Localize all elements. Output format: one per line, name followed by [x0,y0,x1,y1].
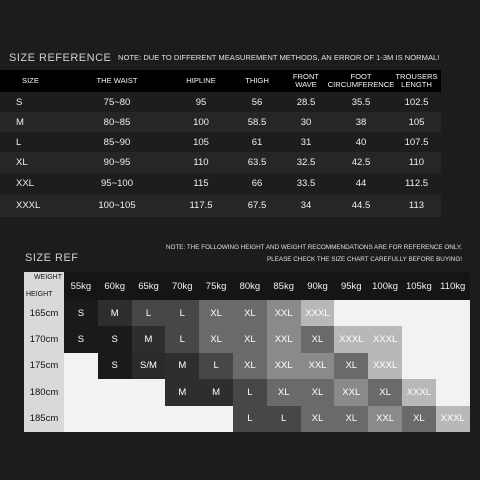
table-cell: 107.5 [404,137,429,149]
size-cell: XXL [267,326,301,352]
table-cell: 85~90 [103,137,131,149]
recommendation-note-line2: PLEASE CHECK THE SIZE CHART CAREFULLY BEFORE BUYING! [266,256,462,263]
size-cell: L [132,300,166,326]
table-cell: 100~105 [98,200,136,212]
table-cell: 110 [193,157,209,169]
size-cell: M [165,379,199,405]
empty-cell [402,326,436,352]
size-cell: L [165,326,199,352]
size-cell: XXXL [368,353,402,379]
table-cell: XXL [16,178,34,190]
table-cell: 105 [408,117,425,129]
table-cell: 90~95 [103,157,131,169]
table-cell: 113 [408,200,425,212]
size-cell: XL [199,326,233,352]
empty-cell [436,353,470,379]
recommendation-note-line1: NOTE: THE FOLLOWING HEIGHT AND WEIGHT RECOMMENDATIONS ARE FOR REFERENCE ONLY. [166,244,462,251]
weight-header: 105kg [402,272,436,300]
empty-cell [402,300,436,326]
size-cell: XL [233,326,267,352]
weight-header: 110kg [436,272,470,300]
size-cell: S [98,326,132,352]
table-row [0,195,441,217]
grid-corner [24,272,64,300]
height-weight-grid [24,272,470,432]
size-cell: L [233,406,267,432]
size-table-header [0,70,441,92]
height-header: 175cm [24,353,64,379]
size-reference-title: SIZE REFERENCE [9,52,112,64]
measurement-note: NOTE: DUE TO DIFFERENT MEASUREMENT METHODS, AN ERROR OF 1-3M IS NORMAL! [118,53,440,62]
table-cell: 105 [193,137,209,149]
table-row [0,92,441,114]
empty-cell [199,406,233,432]
size-cell: L [199,353,233,379]
weight-header: 65kg [132,272,166,300]
empty-cell [402,353,436,379]
size-cell: S/M [132,353,166,379]
size-cell: XXXL [301,300,335,326]
height-header: 185cm [24,406,64,432]
weight-header: 55kg [64,272,98,300]
section-separator [0,224,480,234]
size-table-header-cell: THE WAIST [96,76,138,86]
top-band [0,0,480,46]
table-row [0,152,441,174]
weight-axis-label: WEIGHT [34,274,62,281]
table-cell: 61 [251,137,263,149]
empty-cell [98,406,132,432]
height-header: 165cm [24,300,64,326]
table-cell: 30 [300,117,312,129]
table-cell: 102.5 [404,97,429,109]
size-ref-title: SIZE REF [25,252,79,264]
weight-header: 80kg [233,272,267,300]
weight-header: 75kg [199,272,233,300]
size-cell: XL [301,406,335,432]
size-cell: S [64,300,98,326]
size-table-header-cell: HIPLINE [186,76,216,86]
empty-cell [64,353,98,379]
table-cell: 95 [195,97,207,109]
table-cell: 28.5 [296,97,316,109]
table-cell: 38 [355,117,367,129]
size-cell: XXXL [402,379,436,405]
table-cell: 33.5 [296,178,316,190]
height-axis-label: HEIGHT [26,291,53,298]
table-cell: 66 [251,178,263,190]
table-cell: 117.5 [189,200,213,212]
table-cell: XXXL [16,200,41,212]
size-cell: L [165,300,199,326]
empty-cell [165,406,199,432]
table-cell: 42.5 [351,157,371,169]
table-cell: 34 [300,200,312,212]
size-cell: M [98,300,132,326]
table-row [0,132,441,154]
size-cell: XL [334,353,368,379]
table-cell: 80~85 [103,117,131,129]
table-cell: 100 [193,117,209,129]
size-cell: XL [334,406,368,432]
empty-cell [436,326,470,352]
table-cell: 75~80 [103,97,131,109]
weight-header: 85kg [267,272,301,300]
table-cell: 31 [300,137,312,149]
table-cell: XL [16,157,28,169]
table-row [0,173,441,195]
size-reference-table [0,70,480,218]
table-cell: 112.5 [404,178,429,190]
table-cell: 110 [408,157,425,169]
size-table-header-cell: FRONT WAVE [292,72,320,89]
weight-header: 100kg [368,272,402,300]
size-cell: XXL [334,379,368,405]
size-cell: XXXL [368,326,402,352]
empty-cell [436,300,470,326]
size-table-header-cell: THIGH [245,76,269,86]
size-cell: XL [301,326,335,352]
empty-cell [436,379,470,405]
size-cell: L [267,406,301,432]
size-table-header-cell: FOOT CIRCUMFERENCE [327,72,395,89]
table-cell: 56 [251,97,263,109]
table-cell: 63.5 [247,157,267,169]
empty-cell [64,406,98,432]
size-cell: XL [402,406,436,432]
weight-header: 95kg [334,272,368,300]
table-cell: M [16,117,24,129]
size-cell: XXXL [334,326,368,352]
table-cell: 35.5 [351,97,371,109]
size-table-header-cell: SIZE [22,76,39,86]
empty-cell [132,379,166,405]
table-cell: 44.5 [351,200,371,212]
size-cell: XL [301,379,335,405]
empty-cell [334,300,368,326]
size-cell: XXXL [436,406,470,432]
size-cell: S [98,353,132,379]
table-cell: 32.5 [296,157,316,169]
table-cell: 95~100 [101,178,133,190]
table-cell: 58.5 [247,117,267,129]
size-cell: XXL [368,406,402,432]
table-cell: S [16,97,23,109]
size-cell: XXL [267,353,301,379]
table-cell: 40 [355,137,367,149]
size-table-header-cell: TROUSERS LENGTH [395,72,438,89]
size-cell: XL [233,353,267,379]
table-cell: 115 [193,178,209,190]
table-row [0,112,441,134]
weight-header: 60kg [98,272,132,300]
size-cell: XXL [267,300,301,326]
weight-header: 90kg [301,272,335,300]
size-cell: XL [233,300,267,326]
size-cell: M [199,379,233,405]
size-cell: XXL [301,353,335,379]
height-header: 170cm [24,326,64,352]
empty-cell [98,379,132,405]
table-cell: 44 [355,178,367,190]
size-cell: L [233,379,267,405]
empty-cell [64,379,98,405]
table-cell: L [16,137,22,149]
height-header: 180cm [24,379,64,405]
size-cell: M [132,326,166,352]
weight-header: 70kg [165,272,199,300]
size-cell: XL [368,379,402,405]
size-cell: XL [267,379,301,405]
size-cell: XL [199,300,233,326]
empty-cell [132,406,166,432]
empty-cell [368,300,402,326]
size-cell: S [64,326,98,352]
size-cell: M [165,353,199,379]
table-cell: 67.5 [247,200,267,212]
